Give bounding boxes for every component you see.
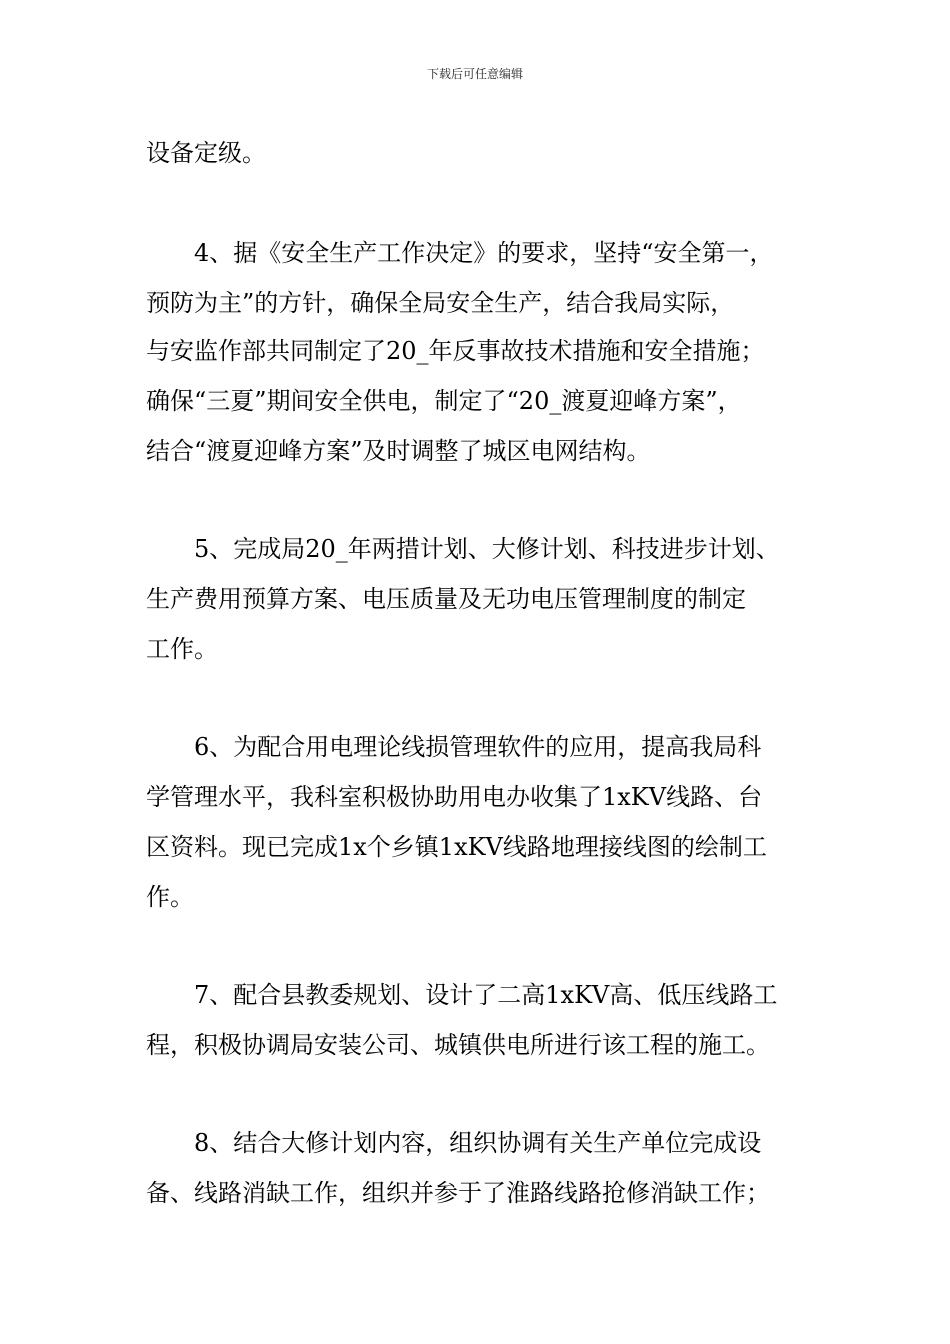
text-line: 学管理水平，我科室积极协助用电办收集了1xKV线路、台 [146, 783, 763, 811]
text-line: 设备定级。 [146, 139, 266, 167]
text-line: 区资料。现已完成1x个乡镇1xKV线路地理接线图的绘制工 [146, 833, 767, 861]
text-line: 8、结合大修计划内容，组织协调有关生产单位完成设 [194, 1129, 762, 1157]
text-line: 作。 [146, 883, 194, 911]
text-line: 预防为主”的方针，确保全局安全生产，结合我局实际， [146, 289, 735, 317]
text-line: 5、完成局20_年两措计划、大修计划、科技进步计划、 [194, 535, 780, 563]
text-line: 6、为配合用电理论线损管理软件的应用，提高我局科 [194, 733, 762, 761]
text-line: 工作。 [146, 635, 218, 663]
text-line: 结合“渡夏迎峰方案”及时调整了城区电网结构。 [146, 437, 651, 465]
page-header: 下载后可任意编辑 [426, 67, 523, 81]
text-line: 7、配合县教委规划、设计了二高1xKV高、低压线路工 [194, 981, 778, 1009]
text-line: 备、线路消缺工作，组织并参于了淮路线路抢修消缺工作； [146, 1179, 770, 1207]
text-line: 确保“三夏”期间安全供电，制定了“20_渡夏迎峰方案”， [146, 387, 742, 415]
text-line: 4、据《安全生产工作决定》的要求，坚持“安全第一， [194, 239, 774, 267]
text-line: 与安监作部共同制定了20_年反事故技术措施和安全措施； [146, 337, 765, 365]
text-line: 生产费用预算方案、电压质量及无功电压管理制度的制定 [146, 585, 746, 613]
text-line: 程，积极协调局安装公司、城镇供电所进行该工程的施工。 [146, 1031, 770, 1059]
